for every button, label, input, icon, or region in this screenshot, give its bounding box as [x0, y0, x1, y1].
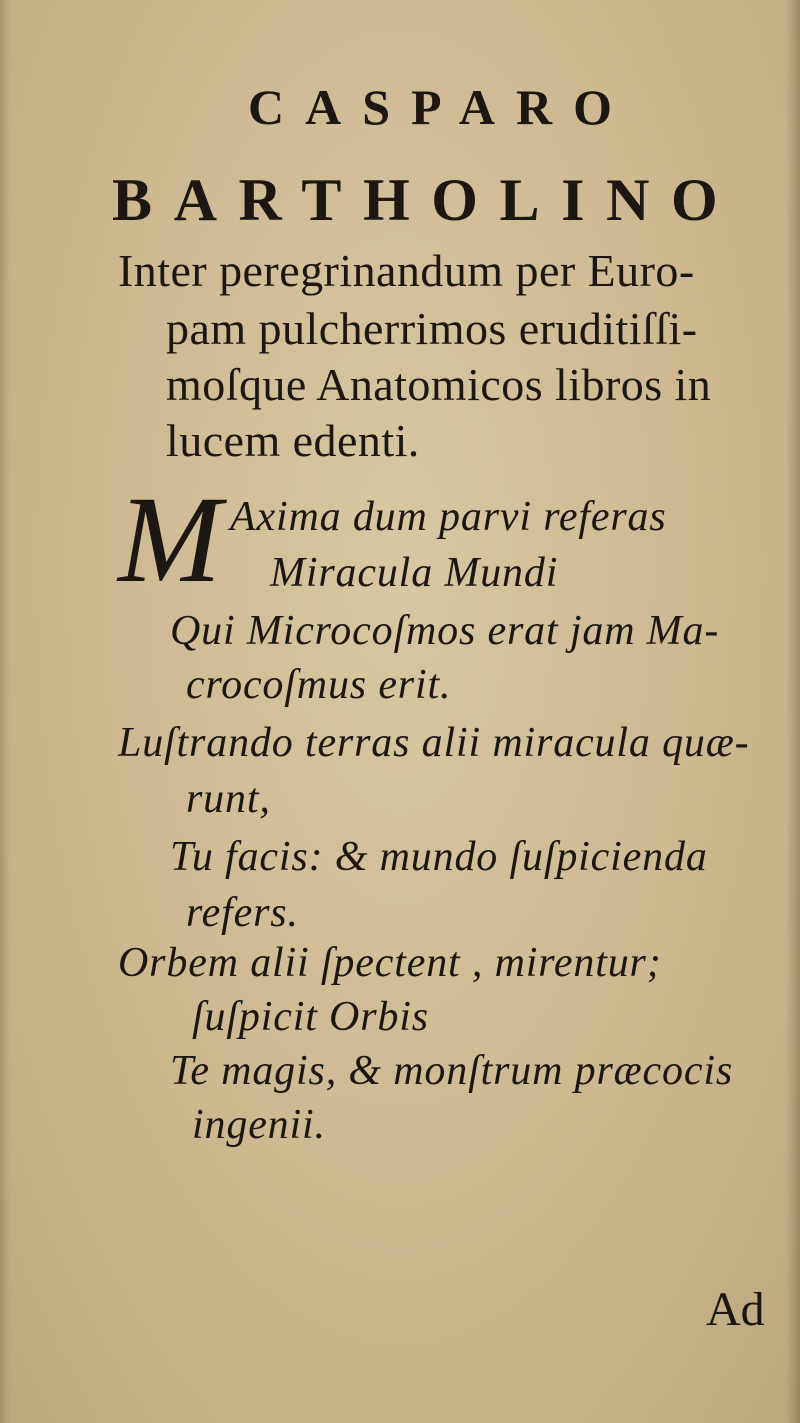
dedication-line-4: lucem edenti.	[166, 415, 420, 466]
heading-bartholino: BARTHOLINO	[112, 167, 740, 233]
poem-line-2: Miracula Mundi	[270, 550, 559, 596]
poem-line-3: Qui Microcoſmos erat jam Ma-	[170, 608, 720, 654]
dedication-line-2: pam pulcherrimos eruditiſſi-	[166, 303, 698, 354]
poem-line-8: refers.	[186, 890, 299, 936]
catchword: Ad	[706, 1283, 765, 1336]
heading-casparo: CASPARO	[248, 79, 633, 135]
poem-line-7: Tu facis: & mundo ſuſpicienda	[170, 834, 708, 880]
poem-dropcap: M	[118, 471, 222, 608]
poem-line-12: ingenii.	[192, 1102, 326, 1148]
page-left-shadow	[0, 0, 10, 1423]
poem-line-6: runt,	[186, 776, 271, 822]
page-right-shadow	[786, 0, 800, 1423]
dedication-line-1: Inter peregrinandum per Euro-	[118, 245, 695, 296]
poem-line-9: Orbem alii ſpectent , mirentur;	[118, 940, 662, 986]
poem-line-10: ſuſpicit Orbis	[192, 994, 429, 1040]
poem-line-4: crocoſmus erit.	[186, 662, 452, 708]
dedication-line-3: moſque Anatomicos libros in	[166, 359, 712, 410]
poem-line-5: Luſtrando terras alii miracula quæ-	[118, 720, 750, 766]
poem-line-1: Axima dum parvi referas	[230, 494, 667, 540]
poem-line-11: Te magis, & monſtrum præcocis	[170, 1048, 734, 1094]
